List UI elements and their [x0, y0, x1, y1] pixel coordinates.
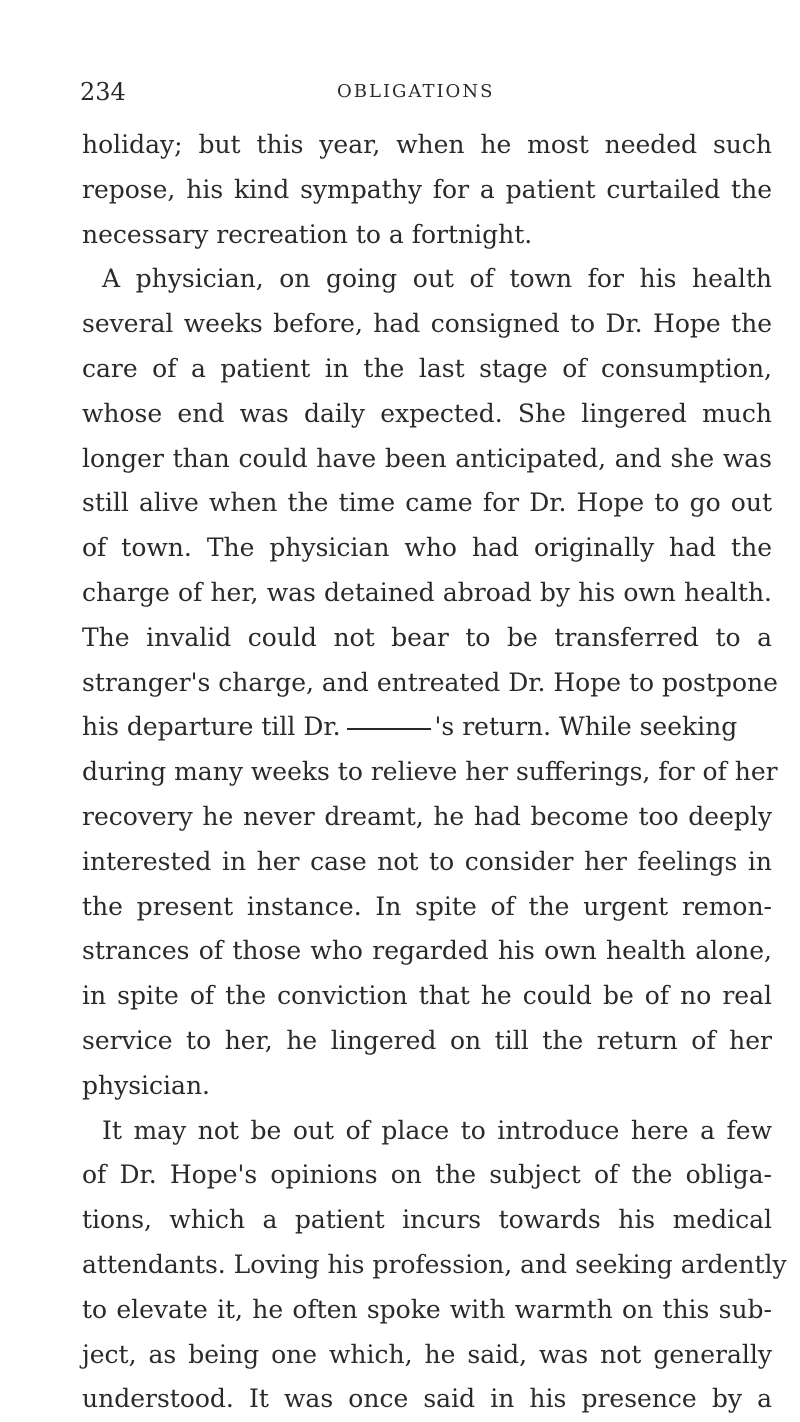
text-line: during many weeks to relieve her sufferings, for of her: [82, 757, 778, 787]
text-line: of Dr. Hope's opinions on the subject of the obliga-: [82, 1160, 772, 1190]
text-line: The invalid could not bear to be transferred to a: [82, 622, 772, 652]
text-line: in spite of the conviction that he could be of no real: [82, 981, 772, 1011]
text-line: strances of those who regarded his own health alone,: [82, 936, 772, 966]
text-fragment: his departure till Dr.: [82, 712, 341, 742]
text-line: still alive when the time came for Dr. Hope to go out: [82, 488, 772, 518]
text-line: understood. It was once said in his presence by a: [82, 1384, 772, 1414]
running-head: [80, 72, 780, 112]
text-line: charge of her, was detained abroad by his own health.: [82, 577, 772, 607]
text-line: ject, as being one which, he said, was not generally: [82, 1339, 772, 1369]
page-number: 234: [80, 78, 126, 106]
text-line: necessary recreation to a fortnight.: [82, 219, 533, 249]
text-line: whose end was daily expected. She lingered much: [82, 398, 772, 428]
running-title: OBLIGATIONS: [337, 81, 495, 102]
text-line: repose, his kind sympathy for a patient curtailed the: [82, 174, 772, 204]
body-text: [82, 123, 787, 1422]
text-line: physician.: [82, 1070, 211, 1100]
text-line: tions, which a patient incurs towards his medical: [82, 1205, 772, 1235]
text-line: the present instance. In spite of the urgent remon-: [82, 891, 772, 921]
text-line: several weeks before, had consigned to Dr. Hope the: [82, 309, 772, 339]
text-line: service to her, he lingered on till the return of her: [82, 1025, 772, 1055]
name-omission-dash: [347, 728, 431, 730]
text-fragment: 's return. While seeking: [434, 712, 738, 742]
text-line: to elevate it, he often spoke with warmth on this sub-: [82, 1294, 772, 1324]
text-line: longer than could have been anticipated, and she was: [82, 443, 772, 473]
text-line: of town. The physician who had originally had the: [82, 533, 772, 563]
text-line: care of a patient in the last stage of consumption,: [82, 353, 772, 383]
text-line: interested in her case not to consider her feelings in: [82, 846, 772, 876]
text-line-with-dash: [82, 705, 772, 750]
text-line: stranger's charge, and entreated Dr. Hope to postpone: [82, 667, 778, 697]
text-line: It may not be out of place to introduce here a few: [102, 1115, 772, 1145]
text-line: A physician, on going out of town for his health: [102, 264, 772, 294]
text-line: recovery he never dreamt, he had become too deeply: [82, 801, 772, 831]
text-line: attendants. Loving his profession, and seeking ardently: [82, 1249, 787, 1279]
text-line: holiday; but this year, when he most needed such: [82, 130, 772, 159]
